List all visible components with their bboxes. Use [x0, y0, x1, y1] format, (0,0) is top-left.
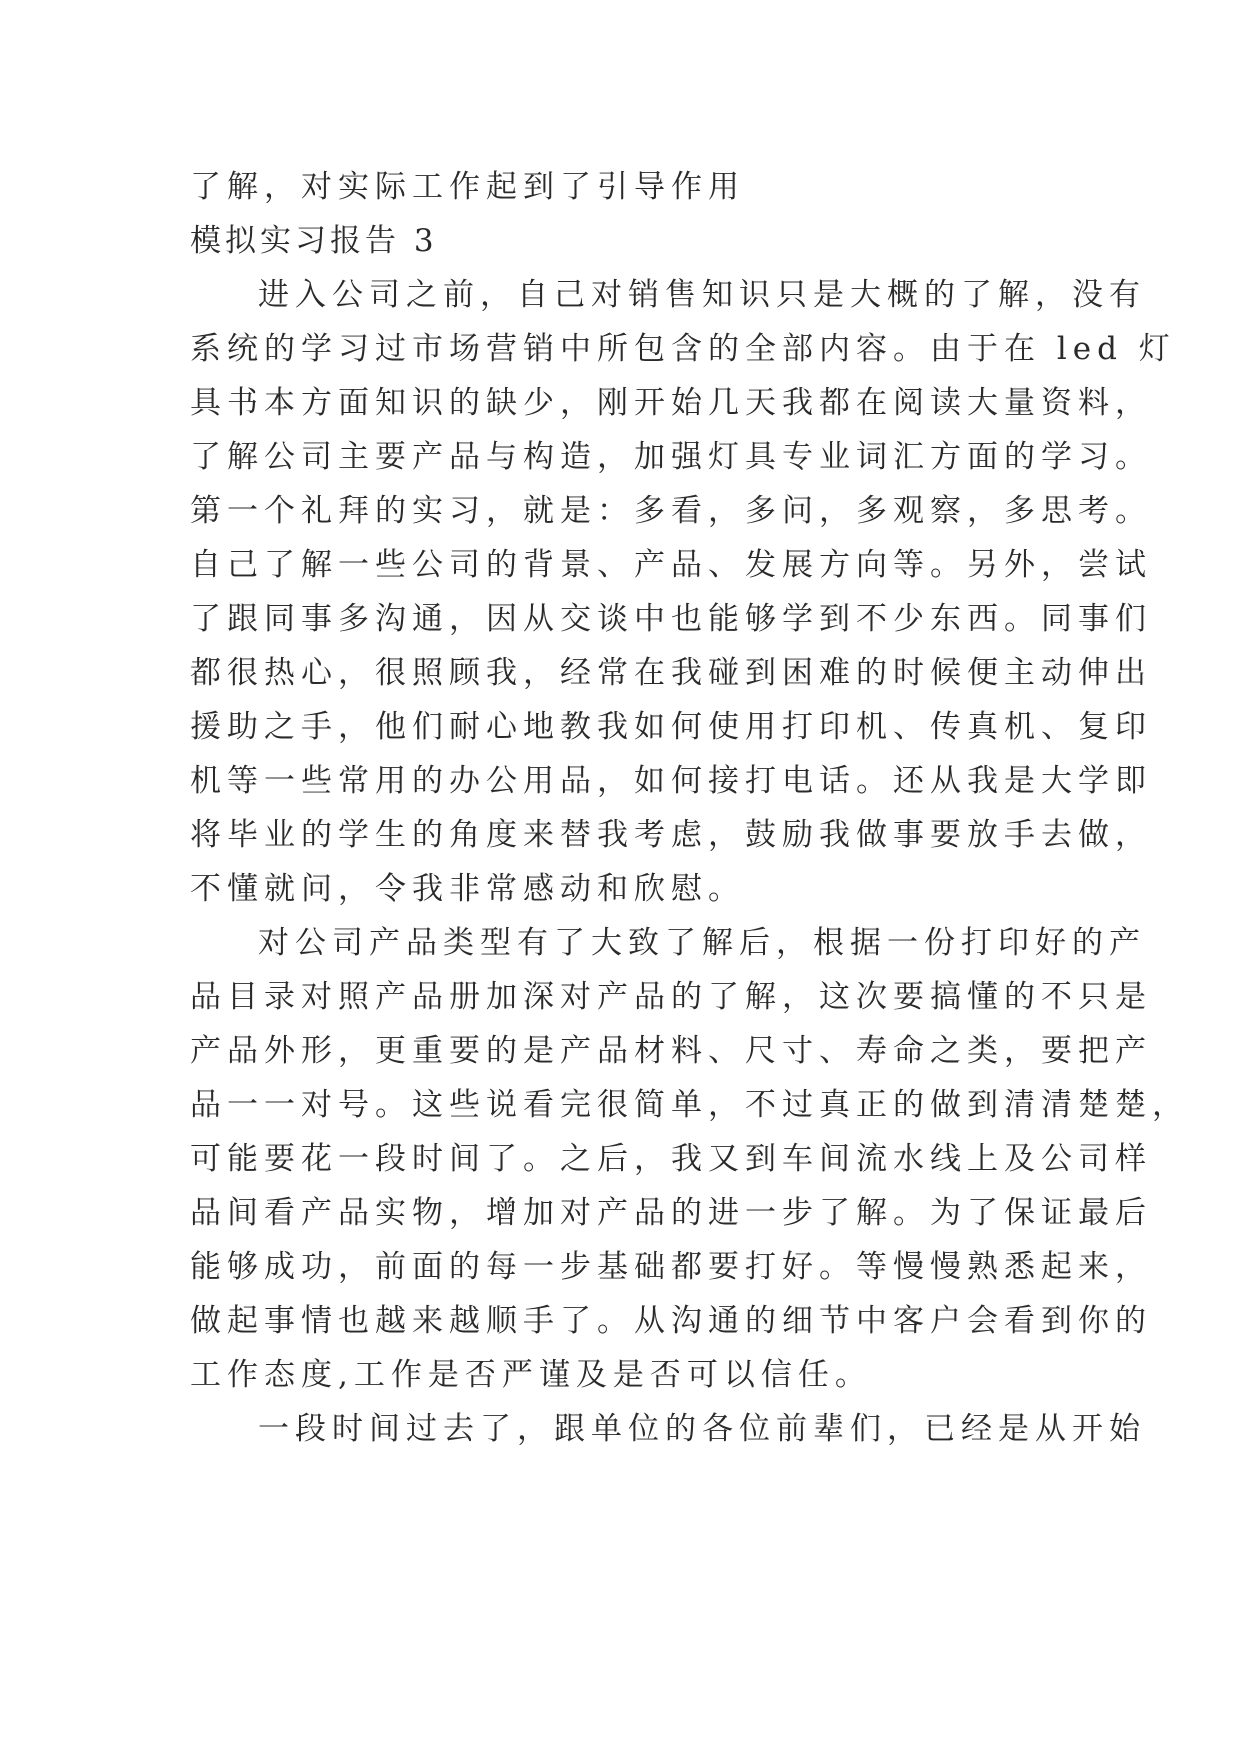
section-heading: 模拟实习报告 3 [190, 223, 438, 259]
text-line-continuation: 了解，对实际工作起到了引导作用 [190, 169, 745, 205]
paragraph-1-line-9: 援助之手，他们耐心地教我如何使用打印机、传真机、复印 [190, 709, 1152, 745]
paragraph-1-line-5: 第一个礼拜的实习，就是：多看，多问，多观察，多思考。 [190, 493, 1152, 529]
paragraph-2-line-2: 品目录对照产品册加深对产品的了解，这次要搞懂的不只是 [190, 979, 1152, 1015]
paragraph-1-line-11: 将毕业的学生的角度来替我考虑，鼓励我做事要放手去做， [190, 817, 1152, 853]
paragraph-2-line-7: 能够成功，前面的每一步基础都要打好。等慢慢熟悉起来， [190, 1249, 1152, 1285]
paragraph-1-line-1: 进入公司之前，自己对销售知识只是大概的了解，没有 [258, 277, 1146, 313]
paragraph-2-line-4: 品一一对号。这些说看完很简单，不过真正的做到清清楚楚， [190, 1087, 1189, 1123]
document-body [190, 160, 1189, 1456]
paragraph-1-line-4: 了解公司主要产品与构造，加强灯具专业词汇方面的学习。 [190, 439, 1152, 475]
paragraph-3-line-1: 一段时间过去了，跟单位的各位前辈们，已经是从开始 [258, 1411, 1146, 1447]
paragraph-1-line-2: 系统的学习过市场营销中所包含的全部内容。由于在 led 灯 [190, 331, 1176, 367]
paragraph-1-line-3: 具书本方面知识的缺少，刚开始几天我都在阅读大量资料， [190, 385, 1152, 421]
paragraph-1-line-12: 不懂就问，令我非常感动和欣慰。 [190, 871, 745, 907]
paragraph-2-line-6: 品间看产品实物，增加对产品的进一步了解。为了保证最后 [190, 1195, 1152, 1231]
paragraph-2-line-5: 可能要花一段时间了。之后，我又到车间流水线上及公司样 [190, 1141, 1152, 1177]
paragraph-2-line-3: 产品外形，更重要的是产品材料、尺寸、寿命之类，要把产 [190, 1033, 1152, 1069]
paragraph-2-line-1: 对公司产品类型有了大致了解后，根据一份打印好的产 [258, 925, 1146, 961]
paragraph-1-line-8: 都很热心，很照顾我，经常在我碰到困难的时候便主动伸出 [190, 655, 1152, 691]
paragraph-2-line-9: 工作态度,工作是否严谨及是否可以信任。 [190, 1357, 872, 1393]
paragraph-1-line-10: 机等一些常用的办公用品，如何接打电话。还从我是大学即 [190, 763, 1152, 799]
paragraph-1-line-6: 自己了解一些公司的背景、产品、发展方向等。另外，尝试 [190, 547, 1152, 583]
paragraph-2-line-8: 做起事情也越来越顺手了。从沟通的细节中客户会看到你的 [190, 1303, 1152, 1339]
paragraph-1-line-7: 了跟同事多沟通，因从交谈中也能够学到不少东西。同事们 [190, 601, 1152, 637]
